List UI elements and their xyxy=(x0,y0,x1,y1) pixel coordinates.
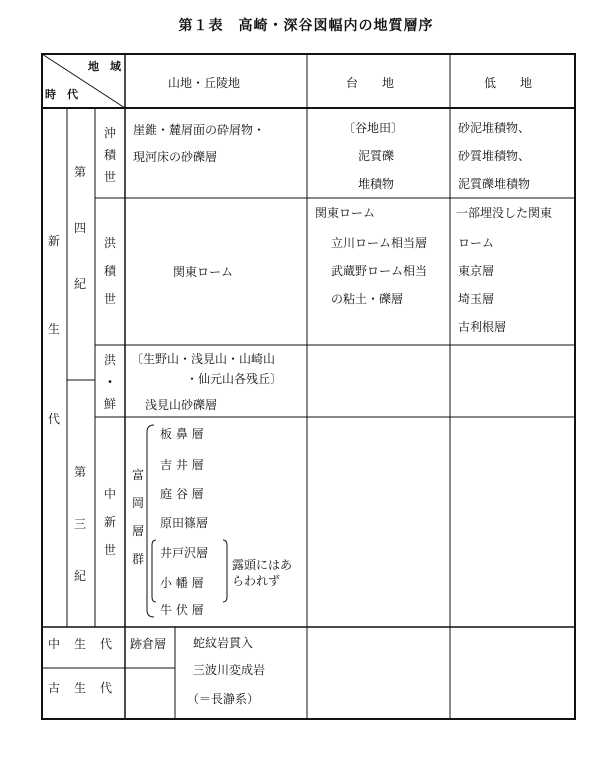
tomioka-group-4: 群 xyxy=(131,552,144,566)
era-cenozoic-3: 代 xyxy=(47,412,60,426)
period-quaternary-1: 第 xyxy=(73,165,86,179)
hills-plio-line-2: ・仙元山各残丘〕 xyxy=(186,372,283,386)
table-title: 第１表 高崎・深谷図幅内の地質層序 xyxy=(178,18,434,34)
hills-plio-line-3: 浅見山砂礫層 xyxy=(145,398,218,412)
period-tertiary-3: 紀 xyxy=(73,569,86,583)
upland-diluvium-line-1: 関東ローム xyxy=(315,206,376,220)
header-upland: 台 地 xyxy=(346,76,395,90)
hills-plio-line-1: 〔生野山・浅見山・山崎山 xyxy=(131,352,276,366)
lowland-diluvium-line-1: 一部埋没した関東 xyxy=(456,206,553,220)
epoch-diluvium-2: 積 xyxy=(103,264,116,278)
epoch-miocene-1: 中 xyxy=(103,487,116,501)
period-tertiary-1: 第 xyxy=(73,465,86,479)
lowland-alluvium-line-2: 砂質堆積物、 xyxy=(458,149,531,163)
epoch-alluvium-3: 世 xyxy=(103,170,116,184)
layer-haradashino: 原田篠層 xyxy=(160,516,209,530)
epoch-plio-3: 鮮 xyxy=(103,397,116,411)
layer-idosawa: 井戸沢層 xyxy=(160,546,209,560)
upland-alluvium-line-2: 泥質礫 xyxy=(358,149,395,163)
lowland-diluvium-line-2: ローム xyxy=(458,236,495,250)
basement-line-3: （＝長瀞系） xyxy=(187,692,260,706)
lowland-alluvium-line-1: 砂泥堆積物、 xyxy=(458,121,531,135)
header-region: 地 域 xyxy=(88,60,121,73)
era-paleozoic: 古 生 代 xyxy=(48,681,114,695)
layer-obata: 小 幡 層 xyxy=(160,576,204,590)
header-era: 時 代 xyxy=(45,88,78,101)
epoch-plio-2: ・ xyxy=(103,375,116,389)
lowland-diluvium-line-4: 埼玉層 xyxy=(458,292,495,306)
hills-diluvium: 関東ローム xyxy=(173,265,234,279)
period-quaternary-2: 四 xyxy=(73,221,86,235)
upland-alluvium-line-3: 堆積物 xyxy=(358,177,395,191)
lowland-diluvium-line-3: 東京層 xyxy=(458,264,495,278)
hills-alluvium-line-1: 崖錐・麓屑面の砕屑物・ xyxy=(133,123,266,137)
layer-yoshii: 吉 井 層 xyxy=(160,458,204,472)
lowland-diluvium-line-5: 古利根層 xyxy=(458,320,507,334)
basement-line-1: 蛇紋岩貫入 xyxy=(193,636,254,650)
period-quaternary-3: 紀 xyxy=(73,277,86,291)
period-tertiary-2: 三 xyxy=(73,517,86,531)
header-lowland: 低 地 xyxy=(484,76,533,90)
epoch-miocene-3: 世 xyxy=(103,543,116,557)
mesozoic-atokura: 跡倉層 xyxy=(130,637,167,651)
basement-line-2: 三波川変成岩 xyxy=(193,663,266,677)
epoch-alluvium-1: 沖 xyxy=(103,126,116,140)
not-exposed-line-1: 露頭にはあ xyxy=(232,558,293,572)
epoch-diluvium-1: 洪 xyxy=(103,236,116,250)
epoch-diluvium-3: 世 xyxy=(103,292,116,306)
era-mesozoic: 中 生 代 xyxy=(48,637,114,651)
layer-ushibuse: 牛 伏 層 xyxy=(160,603,204,617)
lowland-alluvium-line-3: 泥質礫堆積物 xyxy=(458,177,531,191)
layer-itahana: 板 鼻 層 xyxy=(160,427,204,441)
upland-alluvium-line-1: 〔谷地田〕 xyxy=(343,121,404,135)
epoch-alluvium-2: 積 xyxy=(103,148,116,162)
upland-diluvium-line-3: 武蔵野ローム相当 xyxy=(331,264,428,278)
header-hills: 山地・丘陵地 xyxy=(168,76,241,90)
tomioka-group-3: 層 xyxy=(131,524,144,538)
hills-alluvium-line-2: 現河床の砂礫層 xyxy=(133,150,218,164)
tomioka-group-1: 富 xyxy=(131,468,144,482)
upland-diluvium-line-4: の粘土・礫層 xyxy=(331,292,404,306)
upland-diluvium-line-2: 立川ローム相当層 xyxy=(331,236,428,250)
epoch-plio-1: 洪 xyxy=(103,353,116,367)
epoch-miocene-2: 新 xyxy=(103,515,116,529)
tomioka-group-2: 岡 xyxy=(131,496,144,510)
era-cenozoic-1: 新 xyxy=(47,234,60,248)
layer-niwaya: 庭 谷 層 xyxy=(160,487,204,501)
era-cenozoic-2: 生 xyxy=(47,322,60,336)
not-exposed-line-2: らわれず xyxy=(232,574,281,588)
